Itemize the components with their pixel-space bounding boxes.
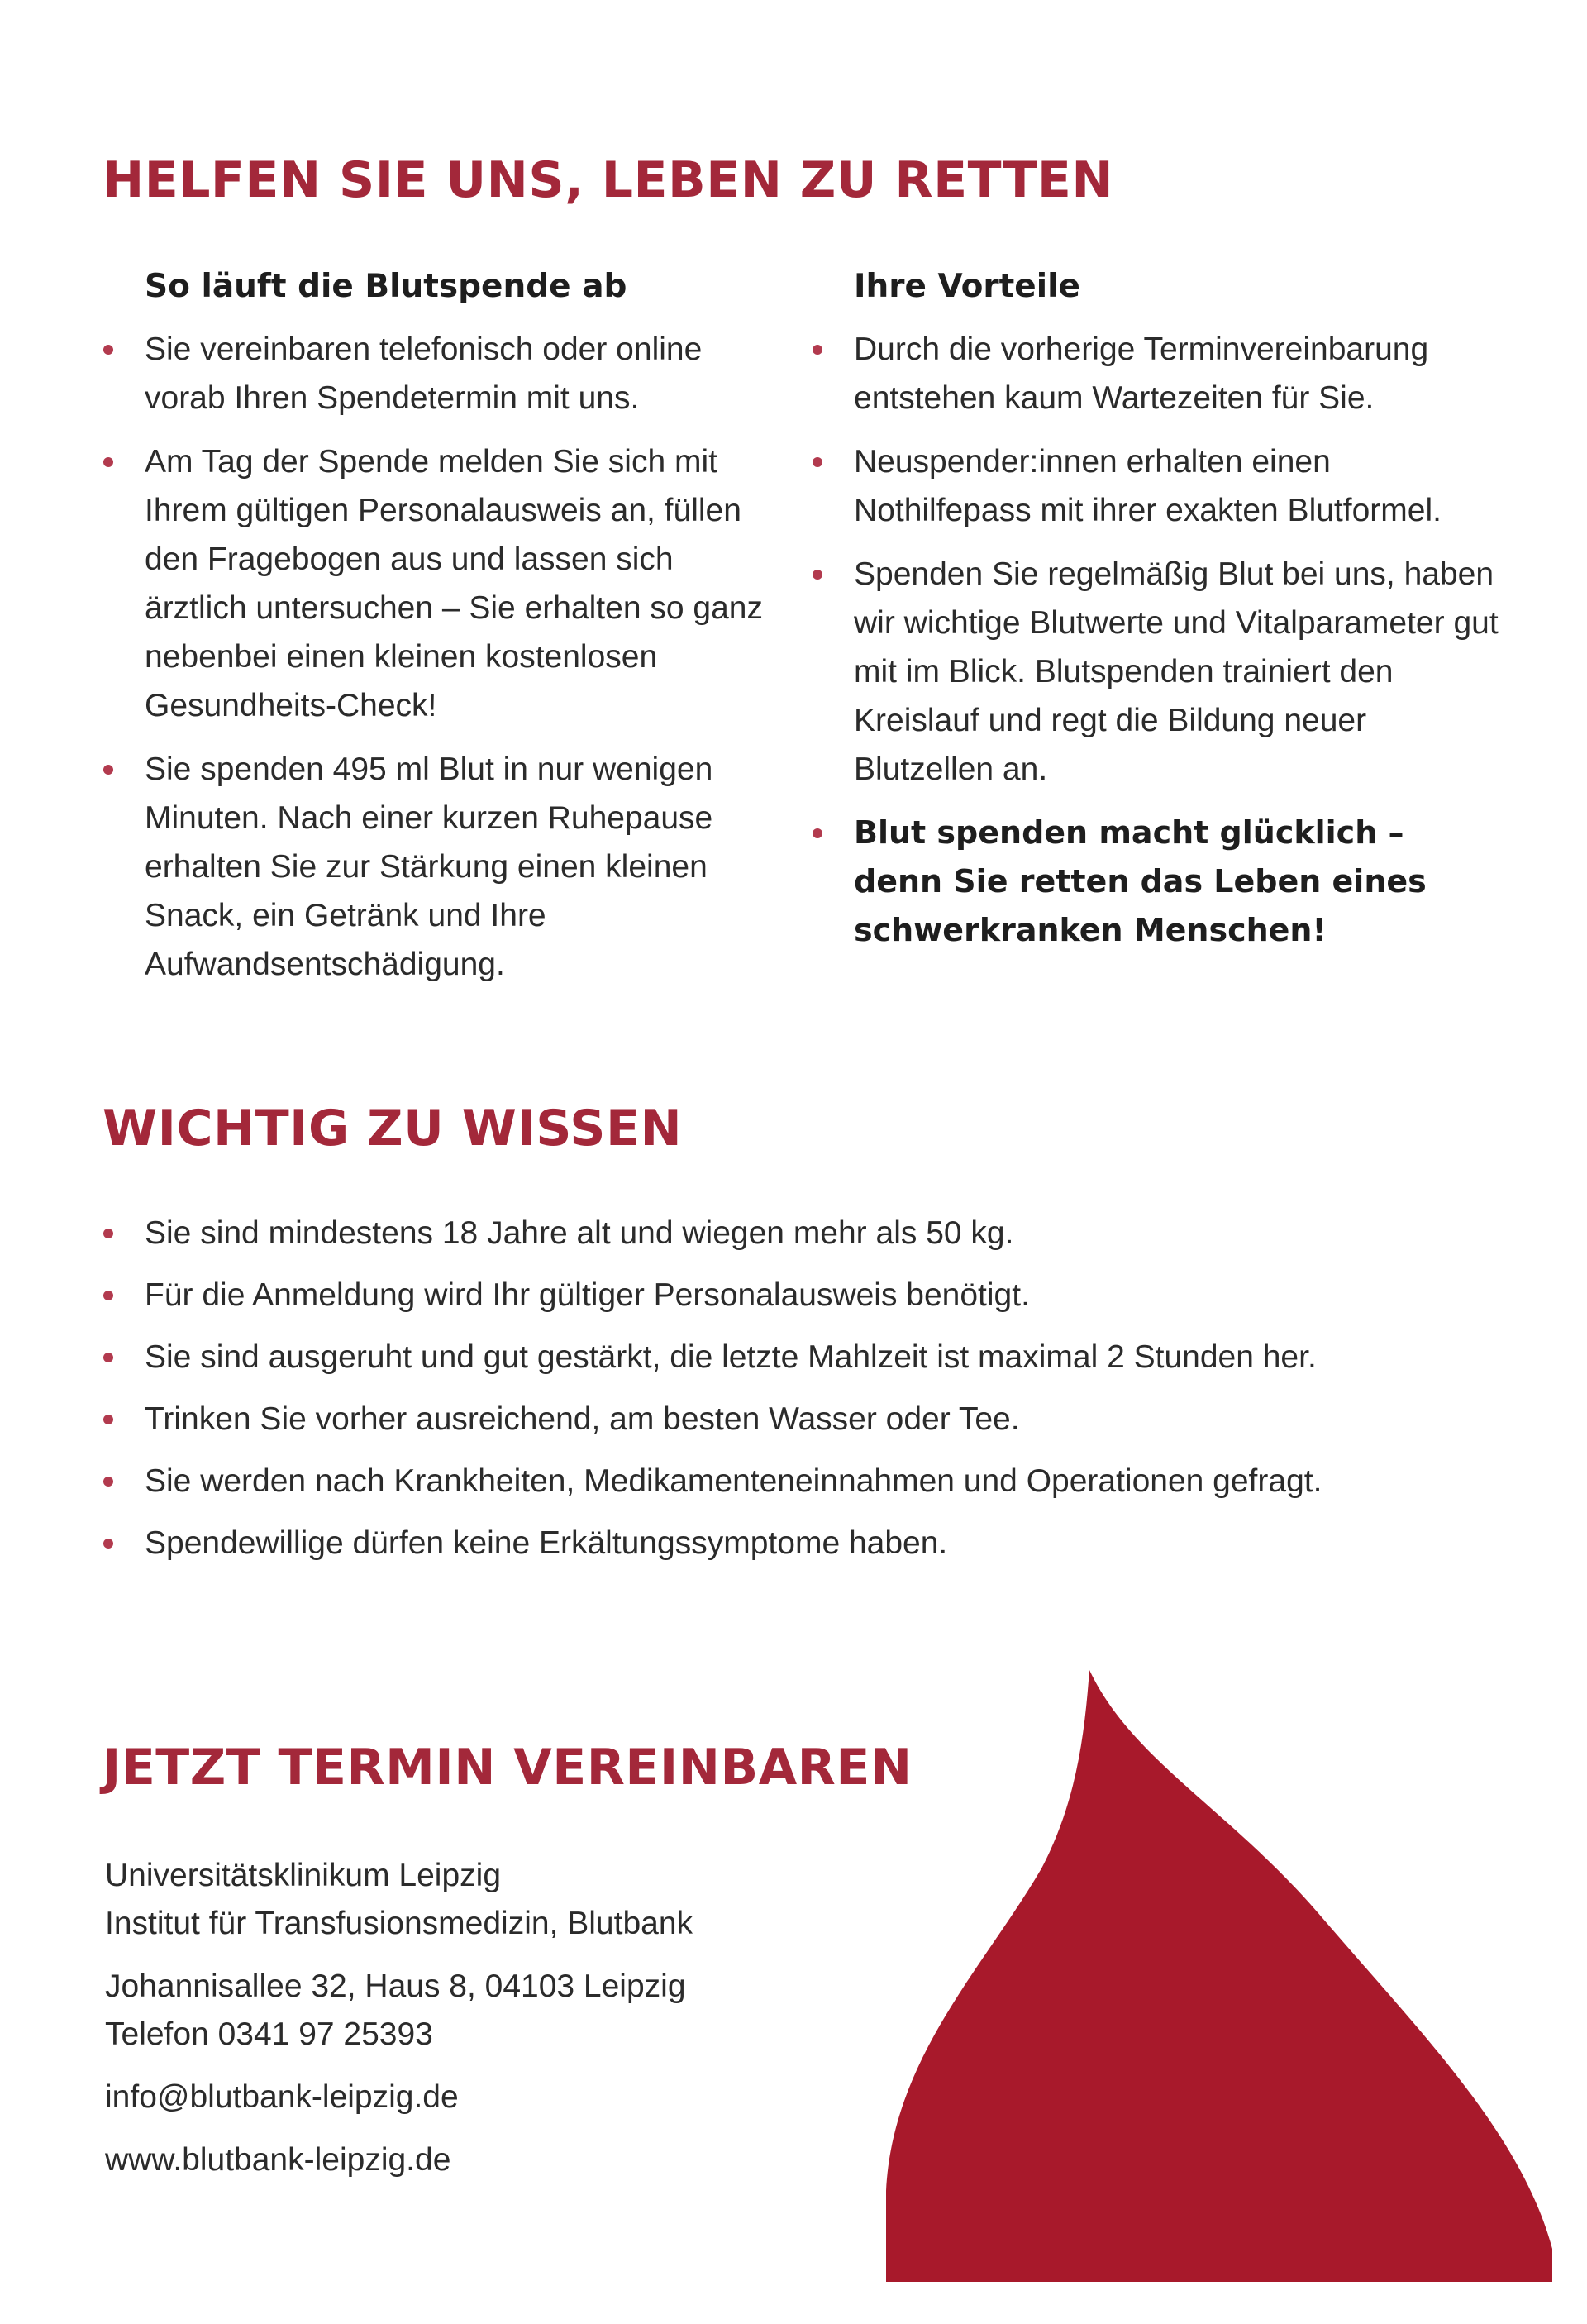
list-item: Sie vereinbaren telefonisch oder online vorab Ihren Spendetermin mit uns. (145, 325, 773, 422)
list-item: Durch die vorherige Terminvereinbarung entstehen kaum Wartezeiten für Sie. (854, 325, 1499, 422)
bullet-icon (103, 1353, 113, 1362)
blood-drop-icon (860, 1670, 1570, 2282)
list-item: Neuspender:innen erhalten einen Nothilfepass mit ihrer exakten Blutformel. (854, 437, 1499, 535)
bullet-icon (813, 345, 822, 355)
important-list (145, 1209, 1467, 1581)
process-heading: So läuft die Blutspende ab (145, 268, 627, 305)
section-title-contact: JETZT TERMIN VEREINBAREN (102, 1739, 913, 1797)
bullet-icon (103, 457, 113, 467)
benefits-list (854, 325, 1499, 955)
list-item: Für die Anmeldung wird Ihr gültiger Personalausweis benötigt. (145, 1271, 1467, 1319)
bullet-icon (103, 1415, 113, 1424)
bullet-icon (103, 1539, 113, 1549)
contact-organization: Universitätsklinikum Leipzig (105, 1858, 502, 1893)
contact-department: Institut für Transfusionsmedizin, Blutbank (105, 1906, 693, 1941)
list-item: Sie sind mindestens 18 Jahre alt und wiegen mehr als 50 kg. (145, 1209, 1467, 1257)
contact-block (105, 1852, 783, 2184)
section-title-important: WICHTIG ZU WISSEN (102, 1100, 683, 1157)
process-column (145, 266, 773, 1004)
list-item: Spendewillige dürfen keine Erkältungssymptome haben. (145, 1519, 1467, 1568)
contact-phone: Telefon 0341 97 25393 (105, 2016, 433, 2052)
bullet-icon (103, 1477, 113, 1487)
list-item: Sie werden nach Krankheiten, Medikamenteneinnahmen und Operationen gefragt. (145, 1457, 1467, 1506)
contact-address: Johannisallee 32, Haus 8, 04103 Leipzig (105, 1968, 686, 2004)
list-item: Spenden Sie regelmäßig Blut bei uns, haben wir wichtige Blutwerte und Vitalparameter gut mit im Blick. Blutspenden trainiert den Kreislauf und regt die Bildung neuer Blutzellen an. (854, 550, 1499, 794)
list-item: Sie sind ausgeruht und gut gestärkt, die letzte Mahlzeit ist maximal 2 Stunden her. (145, 1333, 1467, 1382)
contact-email[interactable]: info@blutbank-leipzig.de (105, 2079, 459, 2115)
bullet-icon (813, 828, 822, 838)
benefits-column (854, 266, 1499, 970)
bullet-icon (813, 570, 822, 580)
bullet-icon (103, 345, 113, 355)
bullet-icon (103, 765, 113, 775)
section-title-help: HELFEN SIE UNS, LEBEN ZU RETTEN (102, 151, 1114, 209)
process-list (145, 325, 773, 989)
benefits-highlight: Blut spenden macht glücklich – denn Sie retten das Leben eines schwerkranken Menschen! (854, 809, 1499, 955)
benefits-heading: Ihre Vorteile (854, 268, 1080, 305)
bullet-icon (813, 457, 822, 467)
bullet-icon (103, 1229, 113, 1238)
list-item: Am Tag der Spende melden Sie sich mit Ihrem gültigen Personalausweis an, füllen den Fragebogen aus und lassen sich ärztlich untersuchen – Sie erhalten so ganz nebenbei einen kleinen kostenlosen Gesundheits-Check! (145, 437, 773, 730)
list-item: Sie spenden 495 ml Blut in nur wenigen Minuten. Nach einer kurzen Ruhepause erhalten Sie zur Stärkung einen kleinen Snack, ein Getränk und Ihre Aufwandsentschädigung. (145, 745, 773, 989)
bullet-icon (103, 1291, 113, 1300)
contact-website[interactable]: www.blutbank-leipzig.de (105, 2142, 451, 2178)
list-item: Trinken Sie vorher ausreichend, am besten Wasser oder Tee. (145, 1395, 1467, 1444)
